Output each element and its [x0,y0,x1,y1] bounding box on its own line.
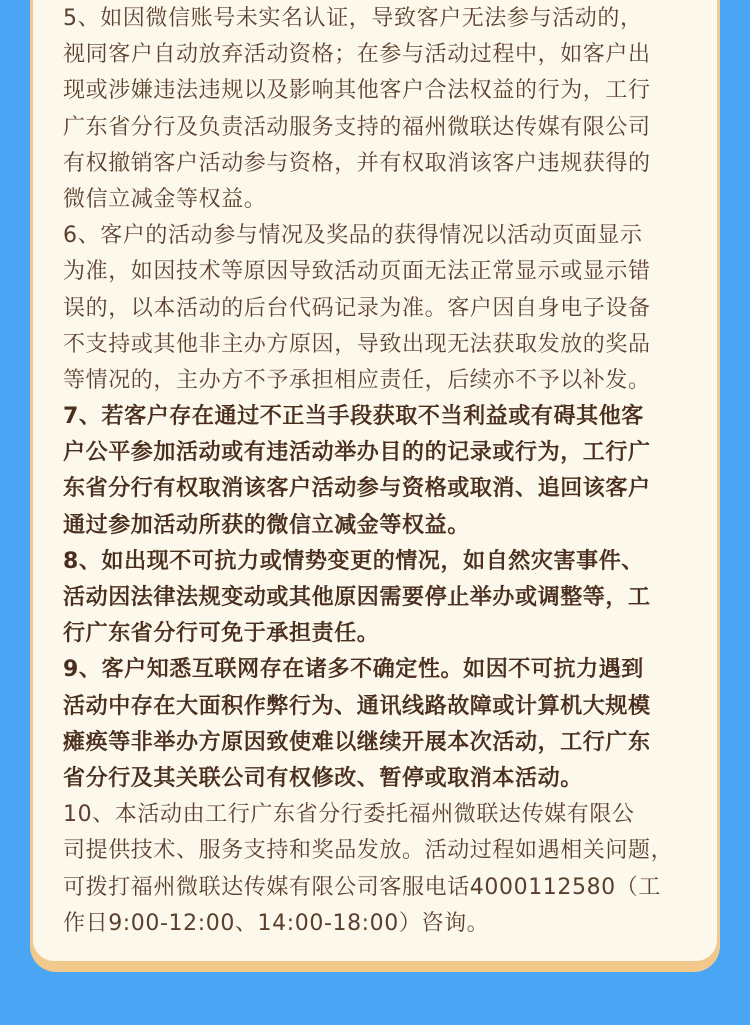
text-line: 7、若客户存在通过不正当手段获取不当利益或有碍其他客 [63,404,644,430]
rule-5 [63,1,693,218]
text-line: 东省分行有权取消该客户活动参与资格或取消、追回该客户 [63,476,651,502]
text-line: 10、本活动由工行广东省分行委托福州微联达传媒有限公 [63,802,635,828]
rule-8 [63,544,693,653]
rule-7 [63,399,693,544]
text-line: 司提供技术、服务支持和奖品发放。活动过程如遇相关问题， [63,838,674,864]
text-line: 有权撤销客户活动参与资格，并有权取消该客户违规获得的 [63,150,651,176]
text-line: 作日9:00-12:00、14:00-18:00）咨询。 [63,910,490,936]
text-line: 误的，以本活动的后台代码记录为准。客户因自身电子设备 [63,295,651,321]
text-line: 可拨打福州微联达传媒有限公司客服电话4000112580（工 [63,874,661,900]
text-line: 不支持或其他非主办方原因，导致出现无法获取发放的奖品 [63,331,651,357]
rule-6 [63,218,693,399]
rules-content [63,0,693,942]
text-line: 等情况的，主办方不予承担相应责任，后续亦不予以补发。 [63,367,651,393]
rule-9 [63,652,693,797]
text-line: 5、如因微信账号未实名认证，导致客户无法参与活动的， [63,6,643,31]
text-line: 户公平参加活动或有违活动举办目的的记录或行为，工行广 [63,440,651,466]
text-line: 现或涉嫌违法违规以及影响其他客户合法权益的行为，工行 [63,78,651,104]
text-line: 活动中存在大面积作弊行为、通讯线路故障或计算机大规模 [63,693,651,719]
text-line: 8、如出现不可抗力或情势变更的情况，如自然灾害事件、 [63,548,644,574]
text-line: 行广东省分行可免于承担责任。 [63,621,380,647]
text-line: 为准，如因技术等原因导致活动页面无法正常显示或显示错 [63,259,651,285]
text-line: 广东省分行及负责活动服务支持的福州微联达传媒有限公司 [63,114,651,140]
text-line: 视同客户自动放弃活动资格；在参与活动过程中，如客户出 [63,42,651,68]
text-line: 通过参加活动所获的微信立减金等权益。 [63,512,470,538]
text-line: 6、客户的活动参与情况及奖品的获得情况以活动页面显示 [63,223,643,249]
text-line: 省分行及其关联公司有权修改、暂停或取消本活动。 [63,765,583,791]
text-line: 瘫痪等非举办方原因致使难以继续开展本次活动，工行广东 [63,729,651,755]
text-line: 活动因法律法规变动或其他原因需要停止举办或调整等，工 [63,585,651,610]
text-line: 9、客户知悉互联网存在诸多不确定性。如因不可抗力遇到 [63,657,644,683]
rule-10 [63,797,693,942]
text-line: 微信立减金等权益。 [63,186,267,212]
